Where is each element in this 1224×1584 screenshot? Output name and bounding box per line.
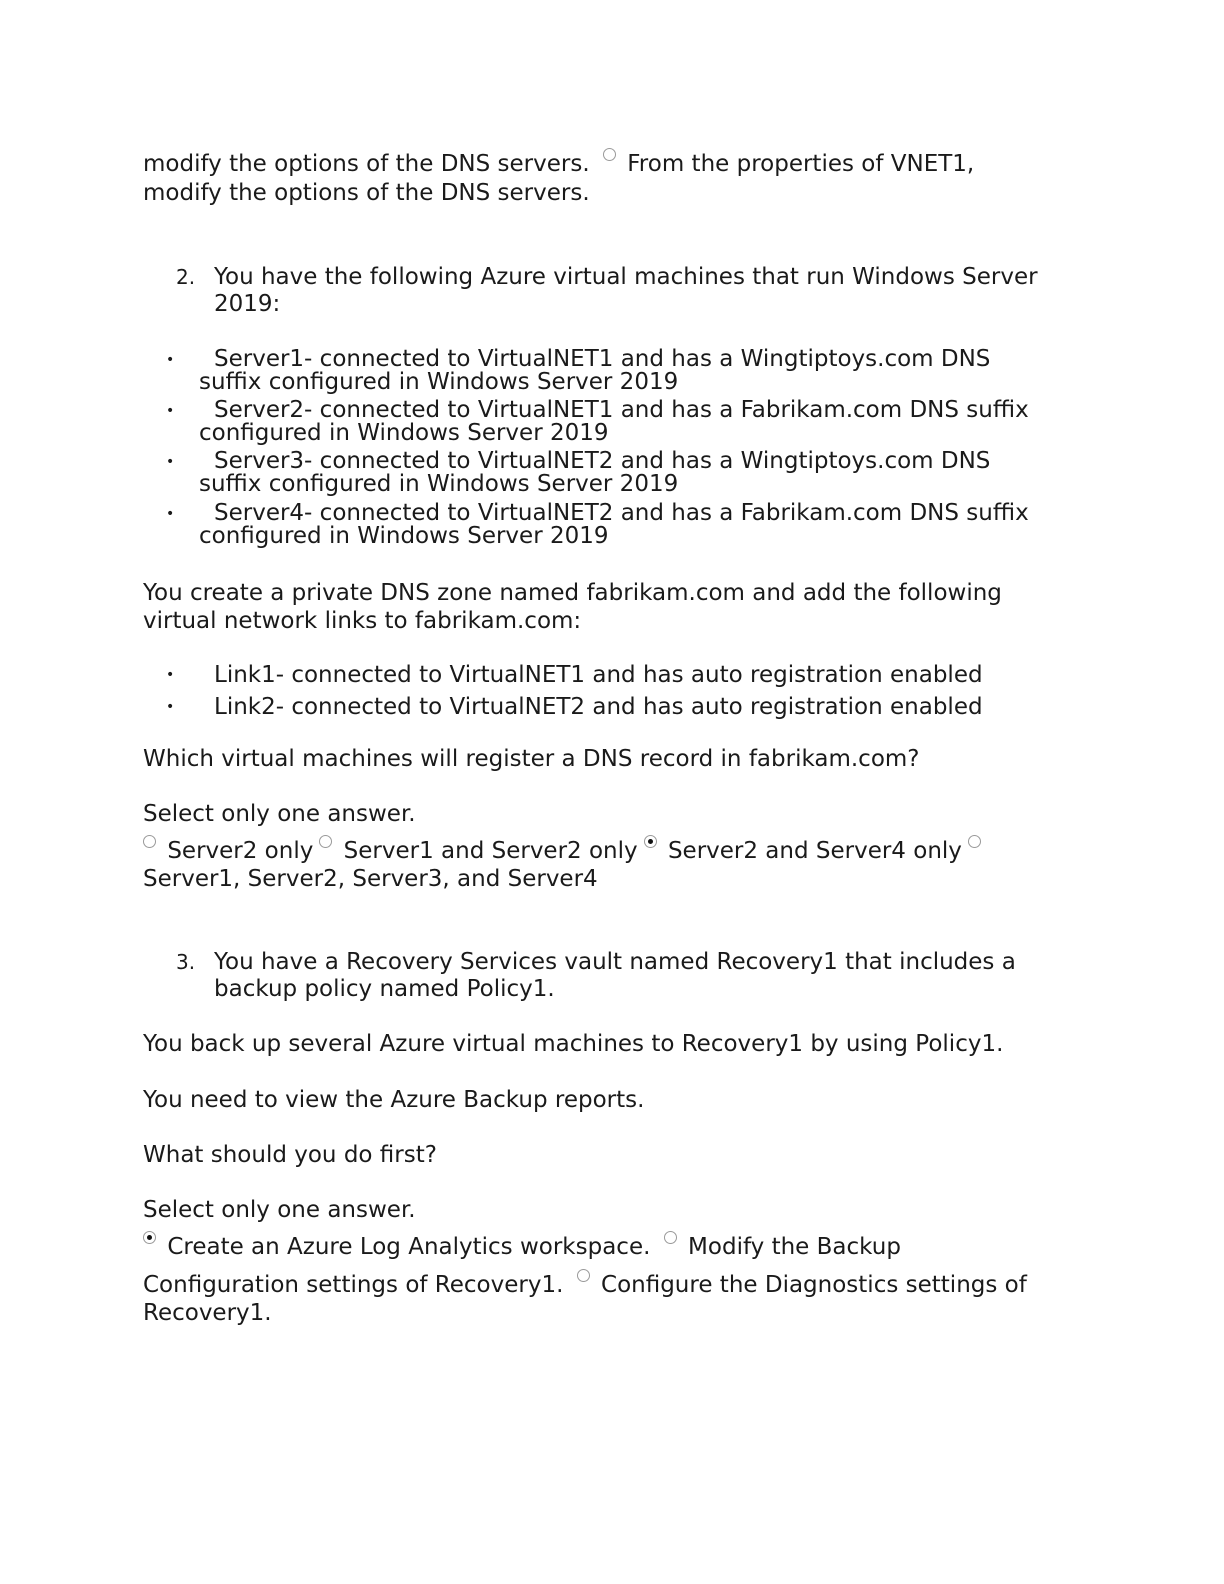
list-item: Link1- connected to VirtualNET1 and has auto registration enabled	[214, 662, 983, 688]
list-item	[199, 399, 1029, 422]
list-item: Link2- connected to VirtualNET2 and has auto registration enabled	[214, 694, 983, 720]
question-number: 2.	[176, 265, 196, 289]
question-stem-line-2: backup policy named Policy1.	[214, 976, 555, 1002]
list-item-line-2: suffix configured in Windows Server 2019	[199, 369, 679, 395]
list-item	[199, 450, 990, 473]
radio-option-selected[interactable]	[644, 835, 657, 848]
option-label: Server2 and Server4 only	[667, 838, 962, 864]
bullet-icon: •	[166, 403, 175, 419]
radio-option-unselected[interactable]	[143, 835, 156, 848]
option-label: Server2 only	[167, 838, 314, 864]
fragment-text-a: modify the options of the DNS servers.	[143, 151, 590, 177]
bullet-icon: •	[166, 454, 175, 470]
question-stem-line-1: You have the following Azure virtual machines that run Windows Server	[214, 264, 1038, 290]
question-number: 3.	[176, 950, 196, 974]
question-stem-line-1: You have a Recovery Services vault named Recovery1 that includes a	[214, 949, 1016, 975]
paragraph-line-1: You create a private DNS zone named fabrikam.com and add the following	[143, 580, 1002, 606]
bullet-icon: •	[166, 506, 175, 522]
instruction-text: Select only one answer.	[143, 801, 416, 827]
radio-option-unselected[interactable]	[603, 148, 616, 161]
list-item	[199, 502, 1029, 525]
radio-option-selected[interactable]	[143, 1231, 156, 1244]
list-item-line-1: Server4- connected to VirtualNET2 and has a Fabrikam.com DNS suffix	[214, 500, 1029, 526]
list-item-line-2: configured in Windows Server 2019	[199, 523, 609, 549]
list-item-line-1: Server1- connected to VirtualNET1 and has a Wingtiptoys.com DNS	[214, 346, 991, 372]
bullet-icon: •	[166, 352, 175, 368]
answer-options-line-1	[143, 837, 985, 865]
fragment-text-b: modify the options of the DNS servers.	[143, 180, 590, 206]
option-label: Create an Azure Log Analytics workspace.	[167, 1234, 651, 1260]
question-text: What should you do first?	[143, 1142, 437, 1168]
option-label: Configuration settings of Recovery1.	[143, 1272, 564, 1298]
radio-option-unselected[interactable]	[664, 1231, 677, 1244]
option-label: Server1, Server2, Server3, and Server4	[143, 866, 598, 892]
answer-options-line-1	[143, 1233, 901, 1261]
answer-options-line-2	[143, 1271, 1027, 1299]
paragraph: You back up several Azure virtual machines to Recovery1 by using Policy1.	[143, 1031, 1004, 1057]
fragment-line-2	[143, 179, 590, 207]
radio-option-unselected[interactable]	[577, 1269, 590, 1282]
paragraph-line-2: virtual network links to fabrikam.com:	[143, 608, 582, 634]
question-stem-line-2: 2019:	[214, 291, 281, 317]
question-text: Which virtual machines will register a DNS record in fabrikam.com?	[143, 746, 920, 772]
answer-options-line-2	[143, 865, 598, 893]
bullet-icon: •	[166, 667, 175, 683]
paragraph: You need to view the Azure Backup reports.	[143, 1087, 645, 1113]
radio-option-unselected[interactable]	[319, 835, 332, 848]
option-label: Modify the Backup	[688, 1234, 901, 1260]
list-item	[199, 348, 990, 371]
option-label: Recovery1.	[143, 1300, 272, 1326]
option-label: Configure the Diagnostics settings of	[601, 1272, 1027, 1298]
list-item-line-1: Server3- connected to VirtualNET2 and has a Wingtiptoys.com DNS	[214, 448, 991, 474]
bullet-icon: •	[166, 699, 175, 715]
fragment-option-label: From the properties of VNET1,	[627, 151, 975, 177]
list-item-line-2: suffix configured in Windows Server 2019	[199, 471, 679, 497]
list-item-line-1: Server2- connected to VirtualNET1 and has a Fabrikam.com DNS suffix	[214, 397, 1029, 423]
instruction-text: Select only one answer.	[143, 1197, 416, 1223]
option-label: Server1 and Server2 only	[343, 838, 638, 864]
answer-options-line-3	[143, 1299, 272, 1327]
list-item-line-2: configured in Windows Server 2019	[199, 420, 609, 446]
radio-option-unselected[interactable]	[968, 835, 981, 848]
fragment-line-1	[143, 150, 974, 178]
